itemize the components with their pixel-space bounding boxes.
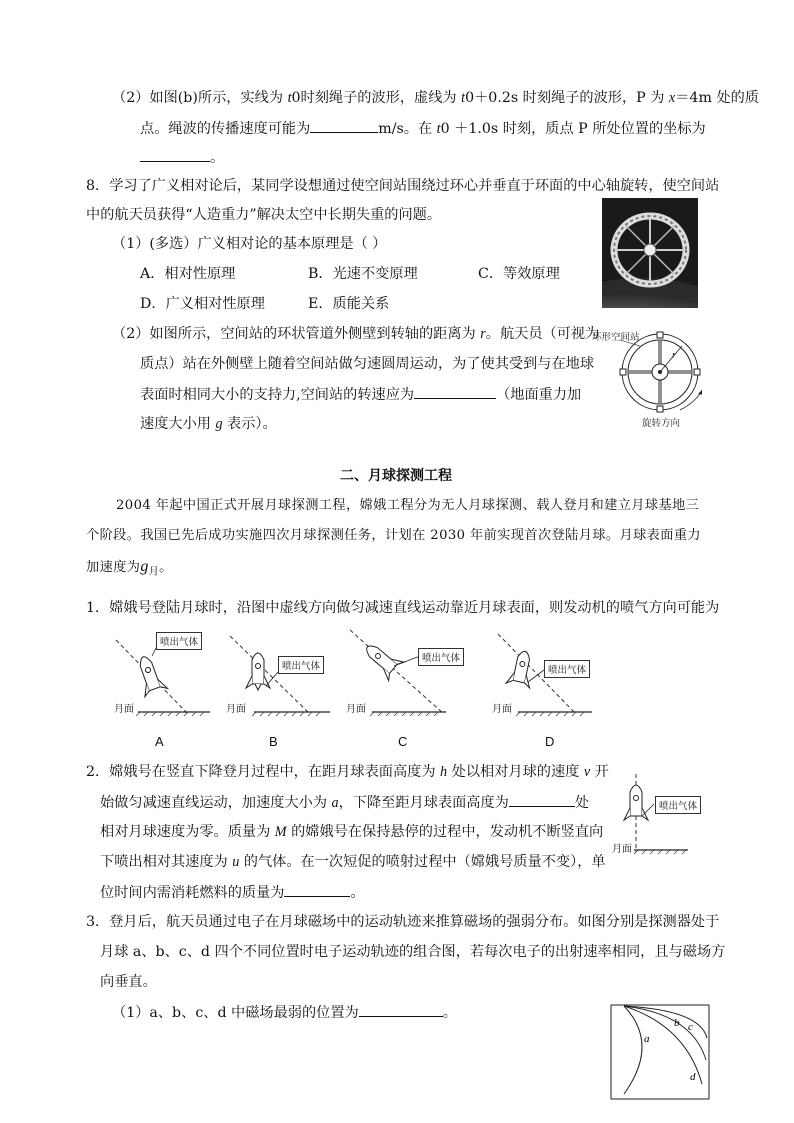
- q8-option-b: B．光速不变原理: [308, 266, 418, 282]
- moon-q3-line1: 3．登月后，航天员通过电子在月球磁场中的运动轨迹来推算磁场的强弱分布。如图分别是探测器处于: [86, 914, 720, 930]
- moon-q1-stem: 1．嫦娥号登陆月球时，沿图中虚线方向做匀减速直线运动靠近月球表面，则发动机的喷气方向可能为: [86, 600, 720, 616]
- ring-station-label: 环形空间站: [592, 332, 640, 343]
- exhaust-callout: 喷出气体: [156, 632, 202, 650]
- curve-label-a: a: [644, 1033, 650, 1045]
- moon-q2-line1: 2．嫦娥号在竖直下降登月过程中，在距月球表面高度为 h 处以相对月球的速度 v 开: [86, 764, 609, 780]
- option-label-a: A: [155, 734, 164, 749]
- q8-option-a: A．相对性原理: [140, 266, 236, 282]
- rotation-direction-label: 旋转方向: [642, 418, 681, 429]
- exhaust-callout: 喷出气体: [278, 656, 324, 674]
- moon-surface-label: 月面: [226, 704, 246, 715]
- answer-blank[interactable]: [359, 1002, 443, 1017]
- exhaust-callout: 喷出气体: [418, 648, 464, 666]
- exhaust-callout: 喷出气体: [655, 796, 701, 814]
- q8-part2-line4: 速度大小用 g 表示）。: [140, 416, 277, 432]
- section-intro-line3: 加速度为$g_月$。: [86, 558, 173, 578]
- q8-stem-line1: 8．学习了广义相对论后，某同学设想通过使空间站围绕过环心并垂直于环面的中心轴旋转，使空间站: [86, 178, 720, 194]
- moon-surface-label: 月面: [114, 704, 134, 715]
- electron-trajectory-figure: [610, 1004, 710, 1100]
- space-station-photo: [602, 198, 698, 308]
- moon-q2-line5: 位时间内需消耗燃料的质量为 。: [100, 882, 365, 903]
- option-label-b: B: [269, 734, 278, 749]
- moon-surface-label: 月面: [346, 704, 366, 715]
- exhaust-callout: 喷出气体: [544, 660, 590, 678]
- answer-blank[interactable]: [140, 147, 210, 162]
- answer-blank[interactable]: [509, 792, 575, 807]
- curve-label-b: b: [674, 1017, 680, 1029]
- moon-surface-label: 月面: [612, 844, 632, 855]
- curve-label-d: d: [690, 1071, 696, 1083]
- answer-blank[interactable]: [414, 384, 496, 399]
- ring-station-diagram: [590, 330, 702, 430]
- q8-stem-line2: 中的航天员获得“人造重力”解决太空中长期失重的问题。: [86, 207, 442, 223]
- q8-part2-line3: 表面时相同大小的支持力,空间站的转速应为 （地面重力加: [140, 384, 581, 405]
- q8-part2-line2: 质点）站在外侧壁上随着空间站做匀速圆周运动，为了使其受到与在地球: [140, 356, 595, 372]
- q8-part2-line1: （2）如图所示，空间站的环状管道外侧壁到转轴的距离为 r。航天员（可视为: [112, 326, 600, 342]
- moon-q2-line3: 相对月球速度为零。质量为 M 的嫦娥号在保持悬停的过程中，发动机不断竖直向: [100, 824, 604, 840]
- option-label-c: C: [398, 734, 408, 749]
- q8-option-d: D．广义相对性原理: [140, 296, 265, 312]
- section-title: 二、月球探测工程: [340, 468, 452, 484]
- answer-blank[interactable]: [310, 118, 378, 133]
- q7-part2-line3: 。: [140, 147, 224, 168]
- curve-label-c: c: [688, 1021, 693, 1033]
- moon-q3-line2: 月球 a、b、c、d 四个不同位置时电子运动轨迹的组合图，若每次电子的出射速率相同，且与磁场方: [100, 944, 726, 960]
- moon-q3-part1: （1）a、b、c、d 中磁场最弱的位置为 。: [112, 1002, 457, 1023]
- option-label-d: D: [545, 734, 555, 749]
- answer-blank[interactable]: [284, 882, 350, 897]
- q8-option-e: E．质能关系: [308, 296, 390, 312]
- radius-label: r: [672, 350, 676, 361]
- q8-option-c: C．等效原理: [478, 266, 560, 282]
- moon-q3-line3: 向垂直。: [100, 974, 157, 990]
- q7-part2-line1: （2）如图(b)所示，实线为 t0时刻绳子的波形，虚线为 t0＋0.2s 时刻绳子的波形，P 为 x＝4m 处的质: [112, 90, 759, 106]
- moon-surface-label: 月面: [492, 704, 512, 715]
- q8-part1: （1）(多选）广义相对论的基本原理是（ ）: [112, 236, 387, 252]
- moon-q2-line2: 始做匀减速直线运动，加速度大小为 a，下降至距月球表面高度为 处: [100, 792, 589, 813]
- moon-q2-line4: 下喷出相对其速度为 u 的气体。在一次短促的喷射过程中（嫦娥号质量不变），单: [100, 854, 606, 870]
- q7-part2-line2: 点。绳波的传播速度可能为 m/s。在 t0 ＋1.0s 时刻，质点 P 所处位置的坐标为: [140, 118, 706, 139]
- section-intro-line1: 2004 年起中国正式开展月球探测工程，嫦娥工程分为无人月球探测、载人登月和建立月球基地三: [116, 498, 700, 513]
- section-intro-line2: 个阶段。我国已先后成功实施四次月球探测任务，计划在 2030 年前实现首次登陆月球。月球表面重力: [86, 528, 702, 543]
